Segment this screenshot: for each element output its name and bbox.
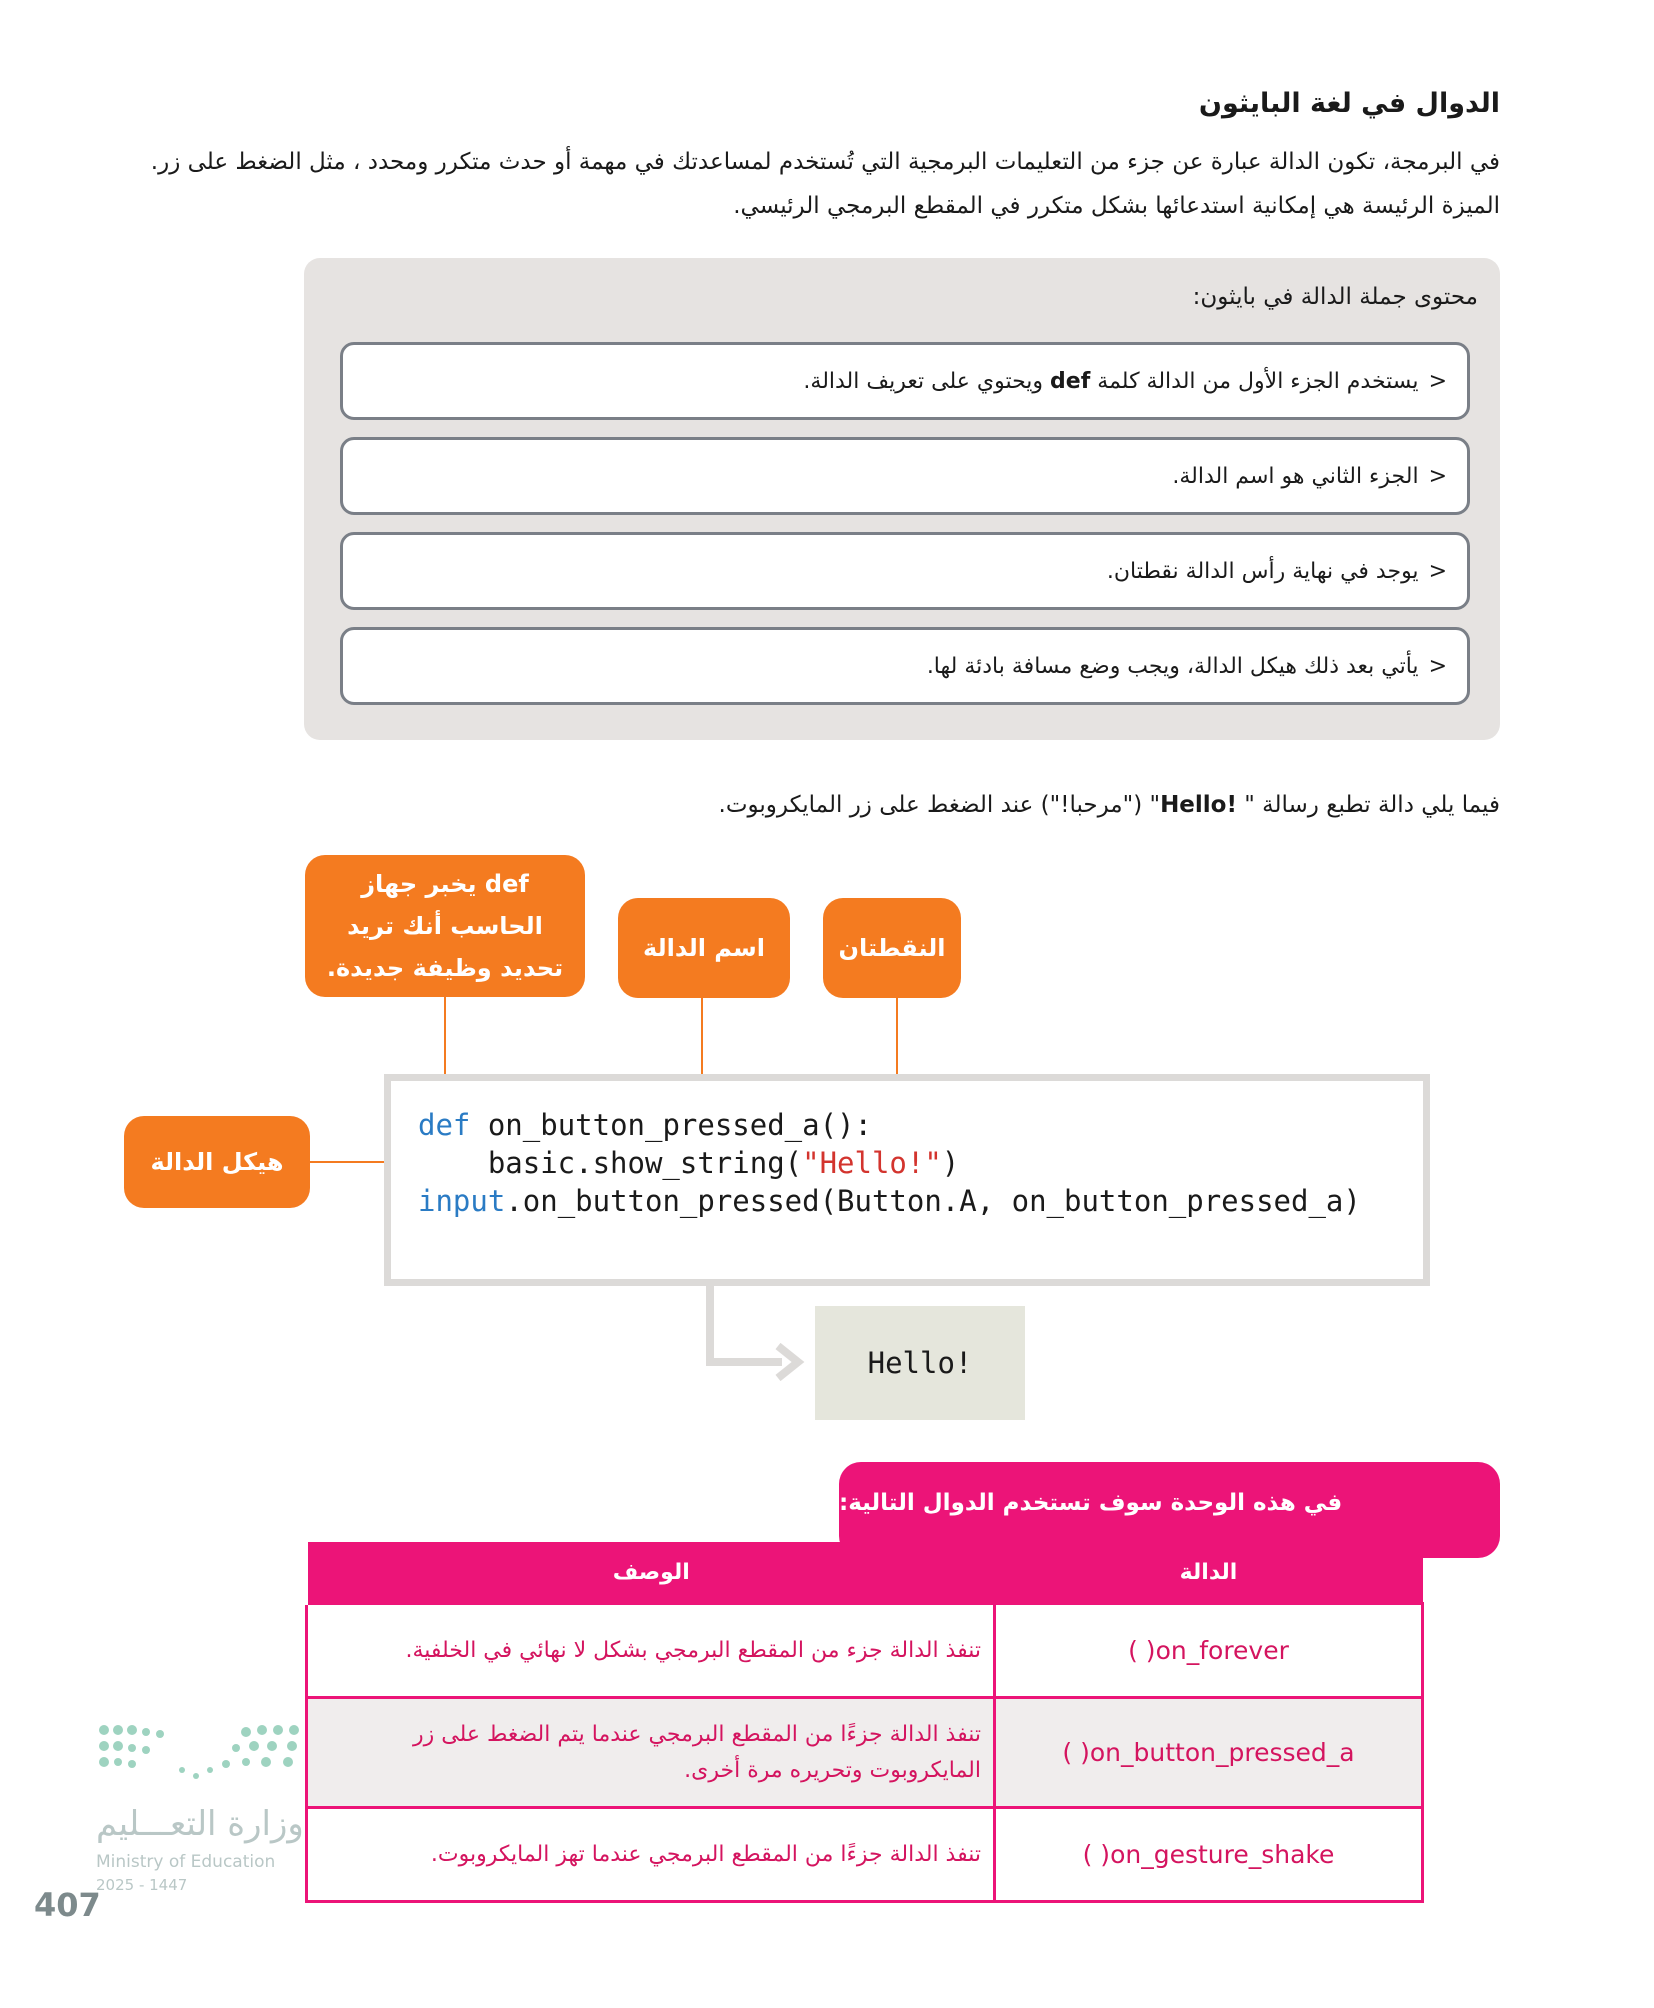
row-description: تنفذ الدالة جزءًا من المقطع البرمجي عندما يتم الضغط على زر المايكروبوت وتحريره مرة أخرى. [307,1698,995,1808]
example-sentence: فيما يلي دالة تطبع رسالة " Hello!" ("مرحبا!") عند الضغط على زر المايكروبوت. [718,792,1500,818]
ministry-logo-icon [96,1718,306,1798]
intro-paragraph: في البرمجة، تكون الدالة عبارة عن جزء من التعليمات البرمجية التي تُستخدم لمساعدتك في مهمة أو حدث متكرر ومحدد ، مثل الضغط على زر. الميزة الرئيسة هي إمكانية استدعائها بشكل متكرر في المقطع البرمجي الرئيسي. [150,149,1500,219]
row-function: on_button_pressed_a( ) [995,1698,1423,1808]
syntax-item-body [340,627,1470,705]
ministry-year: 2025 - 1447 [96,1876,188,1894]
table-row [307,1698,1423,1808]
syntax-item-text: يوجد في نهاية رأس الدالة نقطتان. [1106,558,1419,584]
output-box: Hello! [815,1306,1025,1420]
header-description: الوصف [307,1542,995,1604]
table-header-row [307,1542,1423,1604]
section-heading: الدوال في لغة البايثون [1198,88,1500,119]
header-function: الدالة [995,1542,1423,1604]
ministry-name-ar: وزارة التعـــليم [96,1804,304,1844]
syntax-item-text: الجزء الثاني هو اسم الدالة. [1172,463,1419,489]
code-line-3: input.on_button_pressed(Button.A, on_button_pressed_a) [418,1184,1361,1218]
functions-table [305,1542,1424,1903]
callout-def: def يخبر جهاز الحاسب أنك تريد تحديد وظيفة جديدة. [305,855,585,997]
row-description: تنفذ الدالة جزء من المقطع البرمجي بشكل لا نهائي في الخلفية. [307,1604,995,1698]
code-line-2: basic.show_string("Hello!") [418,1146,960,1180]
callout-function-name: اسم الدالة [618,898,790,998]
syntax-item-colon [340,532,1470,610]
callout-function-body: هيكل الدالة [124,1116,310,1208]
chevron-icon: < [1428,368,1447,394]
syntax-item-text: يستخدم الجزء الأول من الدالة كلمة def ويحتوي على تعريف الدالة. [803,368,1419,394]
page-number: 407 [34,1886,101,1924]
table-row [307,1604,1423,1698]
syntax-item-def [340,342,1470,420]
row-function: on_forever( ) [995,1604,1423,1698]
chevron-icon: < [1428,558,1447,584]
row-function: on_gesture_shake( ) [995,1808,1423,1902]
output-arrow-icon [700,1286,810,1386]
table-row [307,1808,1423,1902]
syntax-content-title: محتوى جملة الدالة في بايثون: [1192,284,1478,310]
row-description: تنفذ الدالة جزءًا من المقطع البرمجي عندما تهز المايكروبوت. [307,1808,995,1902]
ministry-name-en: Ministry of Education [96,1852,276,1872]
code-block [384,1074,1430,1286]
chevron-icon: < [1428,653,1447,679]
syntax-item-name [340,437,1470,515]
table-banner: في هذه الوحدة سوف تستخدم الدوال التالية: [839,1462,1500,1558]
callout-colon: النقطتان [823,898,961,998]
syntax-item-text: يأتي بعد ذلك هيكل الدالة، ويجب وضع مسافة بادئة لها. [926,653,1419,679]
code-line-1: def on_button_pressed_a(): [418,1108,872,1142]
chevron-icon: < [1428,463,1447,489]
